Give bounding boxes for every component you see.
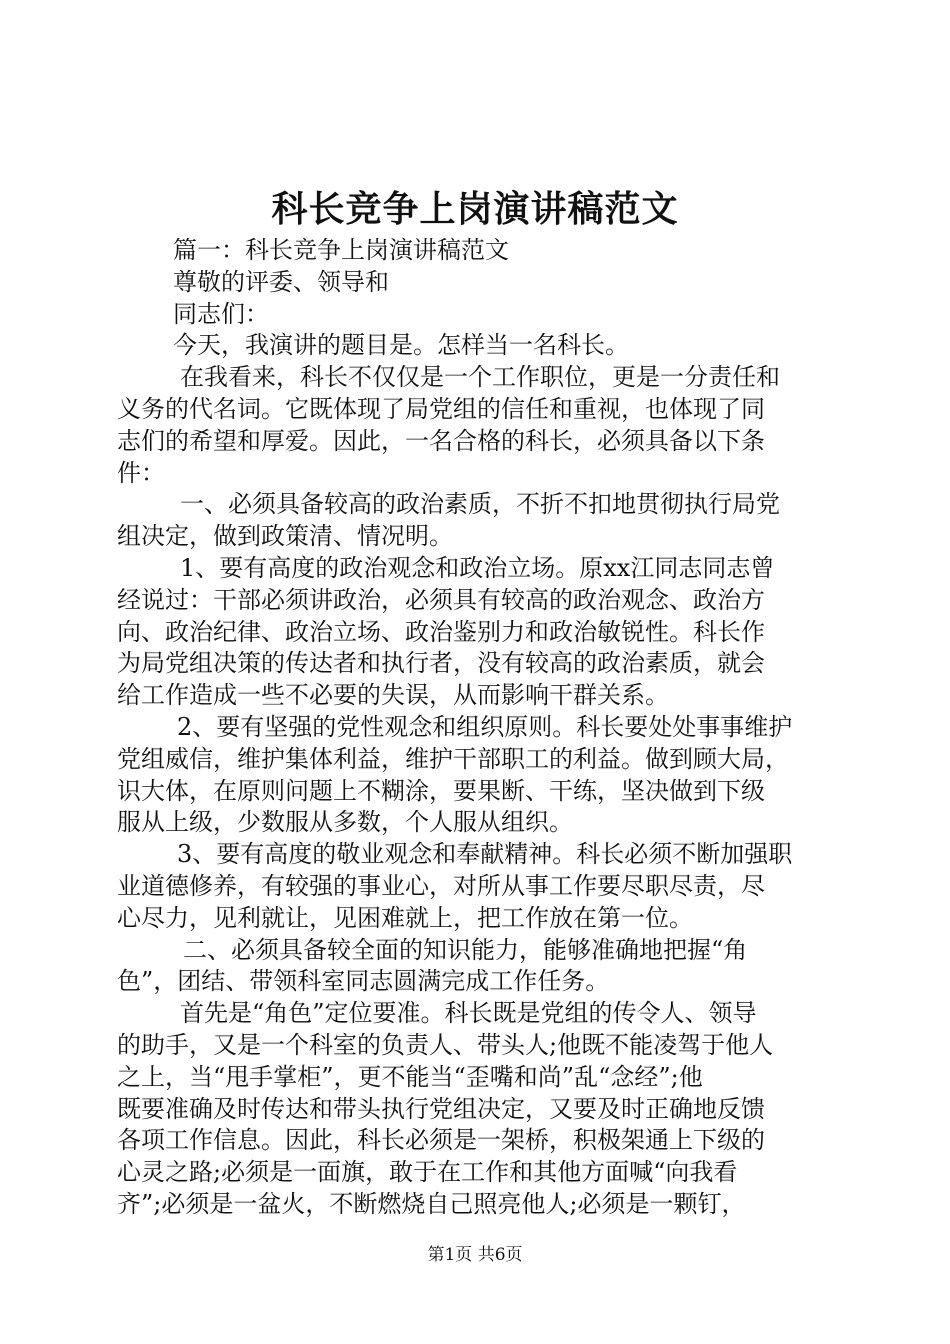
text-line: 色”，团结、带领科室同志圆满完成工作任务。 [117, 967, 610, 996]
text-line: 尊敬的评委、领导和 [173, 267, 389, 296]
text-line: 同志们： [173, 299, 269, 328]
text-line: 经说过：干部必须讲政治，必须具有较高的政治观念、政治方 [117, 585, 765, 614]
text-line: 1、要有高度的政治观念和政治立场。原xx江同志同志曾 [180, 553, 775, 582]
text-line: 心灵之路;必须是一面旗，敢于在工作和其他方面喊“向我看 [117, 1158, 738, 1187]
text-line: 的助手，又是一个科室的负责人、带头人;他既不能凌驾于他人 [117, 1030, 774, 1059]
text-line: 首先是“角色”定位要准。科长既是党组的传令人、领导 [180, 999, 757, 1028]
text-line: 为局党组决策的传达者和执行者，没有较高的政治素质，就会 [117, 649, 765, 678]
text-line: 件： [117, 458, 165, 487]
text-line: 业道德修养，有较强的事业心，对所从事工作要尽职尽责，尽 [117, 871, 765, 900]
text-line: 之上，当“甩手掌柜”，更不能当“歪嘴和尚”乱“念经”;他 [117, 1062, 703, 1091]
text-line: 组决定，做到政策清、情况明。 [117, 522, 453, 551]
text-line: 向、政治纪律、政治立场、政治鉴别力和政治敏锐性。科长作 [117, 617, 765, 646]
document-title: 科长竞争上岗演讲稿范文 [271, 188, 679, 230]
text-line: 既要准确及时传达和带头执行党组决定，又要及时正确地反馈 [117, 1094, 765, 1123]
text-line: 在我看来，科长不仅仅是一个工作职位，更是一分责任和 [180, 363, 780, 392]
text-line: 服从上级，少数服从多数，个人服从组织。 [117, 808, 573, 837]
text-line: 今天，我演讲的题目是。怎样当一名科长。 [173, 331, 629, 360]
text-line: 齐”;必须是一盆火，不断燃烧自己照亮他人;必须是一颗钉， [117, 1189, 746, 1218]
text-line: 识大体，在原则问题上不糊涂，要果断、干练，坚决做到下级 [117, 776, 765, 805]
text-line: 2、要有坚强的党性观念和组织原则。科长要处处事事维护 [177, 712, 793, 741]
text-line: 义务的代名词。它既体现了局党组的信任和重视，也体现了同 [117, 394, 765, 423]
text-line: 给工作造成一些不必要的失误，从而影响干群关系。 [117, 681, 669, 710]
text-line: 3、要有高度的敬业观念和奉献精神。科长必须不断加强职 [177, 840, 793, 869]
text-line: 志们的希望和厚爱。因此，一名合格的科长，必须具备以下条 [117, 426, 765, 455]
text-line: 各项工作信息。因此，科长必须是一架桥，积极架通上下级的 [117, 1126, 765, 1155]
text-line: 篇一：科长竞争上岗演讲稿范文 [173, 236, 509, 264]
text-line: 二、必须具备较全面的知识能力，能够准确地把握“角 [183, 935, 748, 964]
text-line: 党组威信，维护集体利益，维护干部职工的利益。做到顾大局， [117, 744, 789, 773]
text-line: 一、必须具备较高的政治素质，不折不扣地贯彻执行局党 [180, 490, 780, 519]
page-number: 第1页 共6页 [427, 1245, 523, 1265]
document-body [117, 235, 835, 1221]
text-line: 心尽力，见利就让，见困难就上，把工作放在第一位。 [117, 903, 693, 932]
